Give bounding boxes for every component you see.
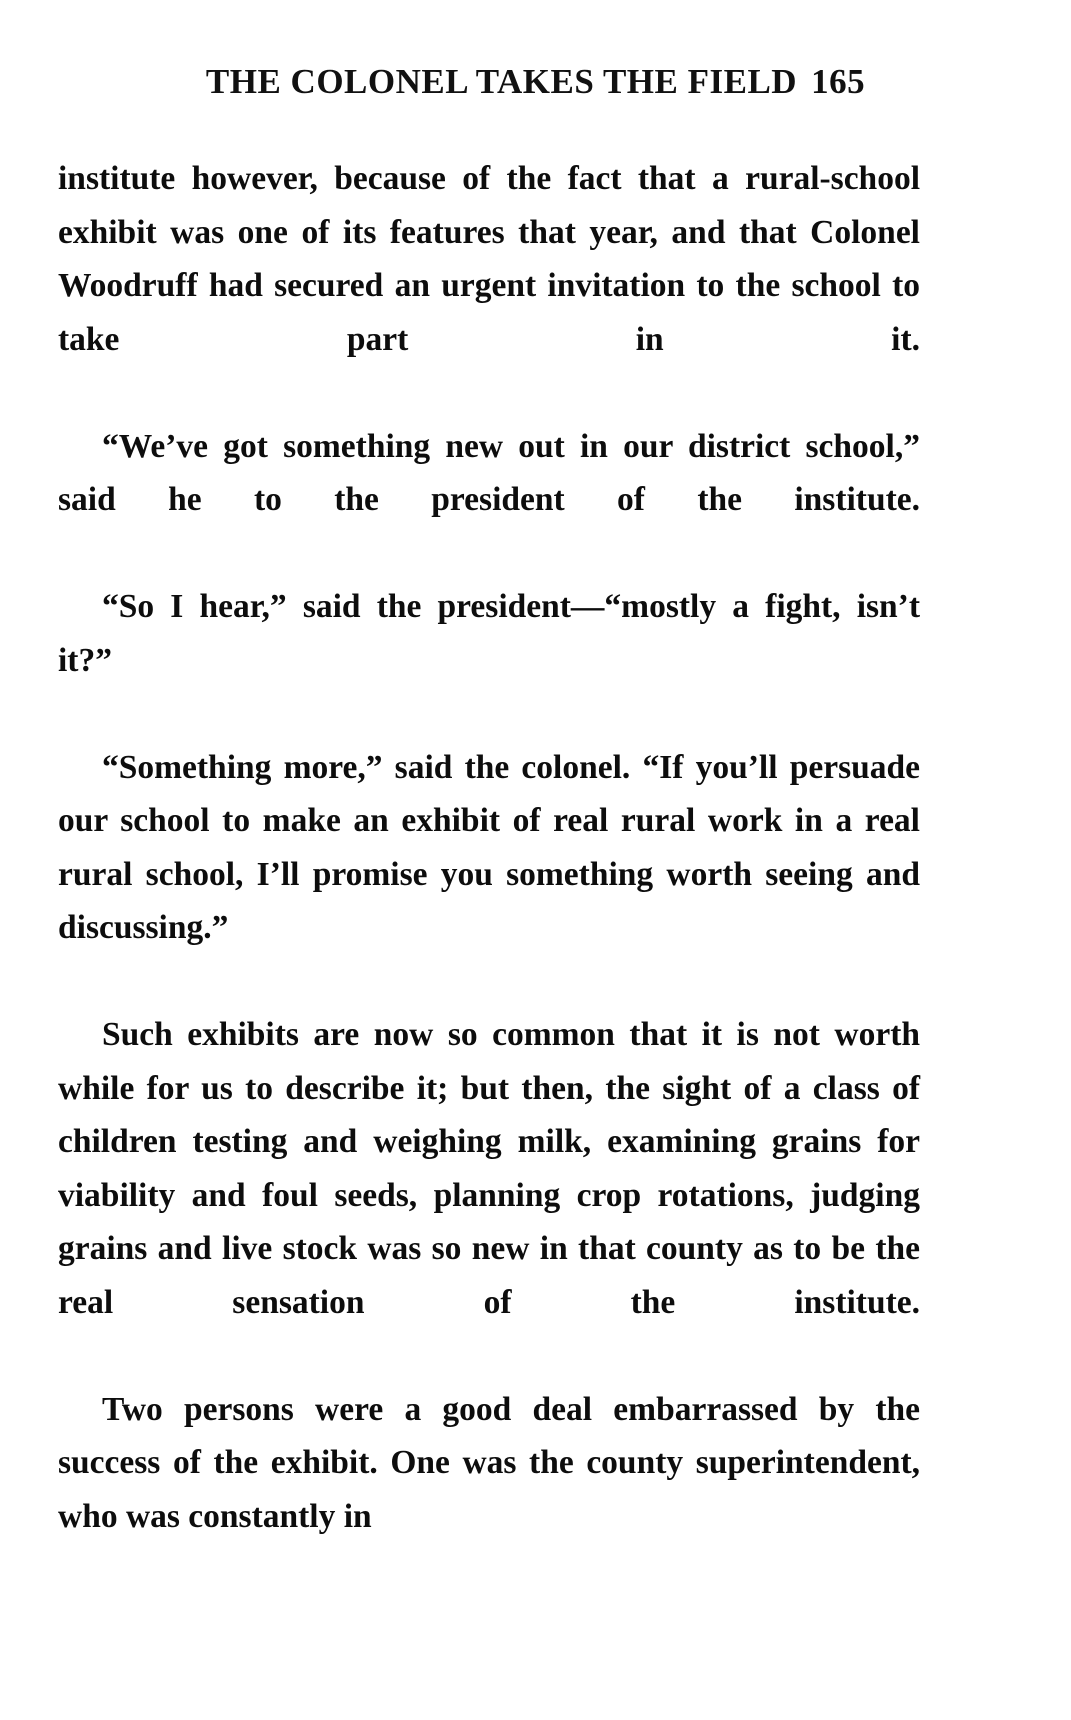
paragraph: Two persons were a good deal embarrassed by the success of the exhibit. One was the county superintendent, who was constantly in xyxy=(58,1390,920,1535)
paragraph: Such exhibits are now so common that it is not worth while for us to describe it; but then, the sight of a class of children testing and weighing milk, examining grains for viability and foul seeds, planning crop rotations, judging grains and live stock was so new in that county as to be the real sensation of the institute. xyxy=(58,1016,920,1321)
body-text xyxy=(58,152,920,1543)
running-head xyxy=(0,62,1071,102)
running-head-title: THE COLONEL TAKES THE FIELD xyxy=(205,62,798,101)
page-number: 165 xyxy=(811,62,866,101)
paragraph: “We’ve got something new out in our district school,” said he to the president of the institute. xyxy=(58,427,920,518)
paragraph: “So I hear,” said the president—“mostly a fight, isn’t it?” xyxy=(58,588,920,679)
paragraph: institute however, because of the fact that a rural-school exhibit was one of its features that year, and that Colonel Woodruff had secured an urgent invitation to the school to take part in it. xyxy=(58,160,920,358)
paragraph: “Something more,” said the colonel. “If you’ll persuade our school to make an exhibit of real rural work in a real rural school, I’ll promise you something worth seeing and discussing.” xyxy=(58,748,920,946)
